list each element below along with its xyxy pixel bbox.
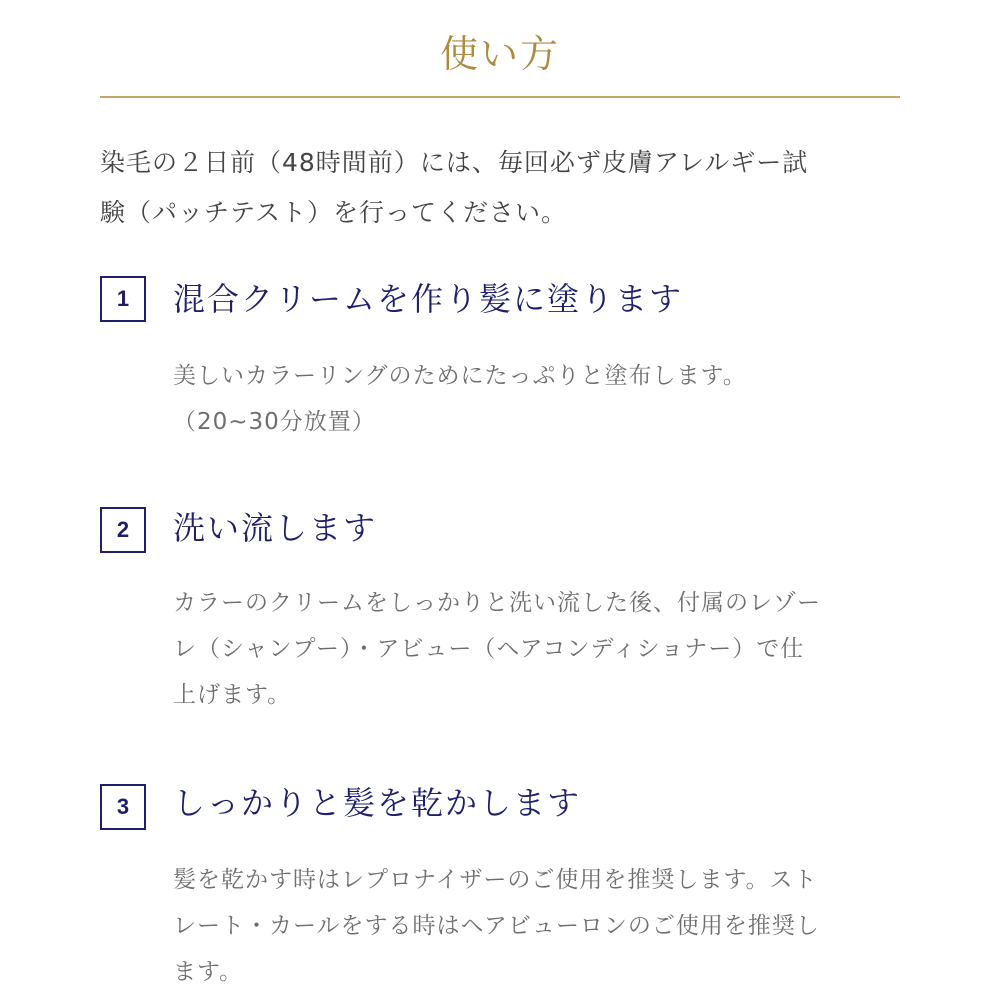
page-title: 使い方 bbox=[439, 32, 560, 76]
step-1-number-badge: 1 bbox=[100, 276, 146, 322]
intro-line: 験（パッチテスト）を行ってください。 bbox=[100, 198, 568, 227]
step-2-number-badge: 2 bbox=[100, 507, 146, 553]
step-description-line: （20~30分放置） bbox=[173, 409, 376, 435]
step-2-description bbox=[173, 580, 900, 718]
step-1-title: 混合クリームを作り髪に塗ります bbox=[173, 280, 684, 318]
step-description-line: レ（シャンプー）・アビュー（ヘアコンディショナー）で仕 bbox=[173, 636, 805, 662]
step-description-line: 美しいカラーリングのためにたっぷりと塗布します。 bbox=[173, 363, 747, 389]
step-3-title: しっかりと髪を乾かします bbox=[173, 784, 582, 822]
step-1-description bbox=[173, 353, 900, 445]
step-2-title: 洗い流します bbox=[173, 509, 378, 547]
step-description-line: カラーのクリームをしっかりと洗い流した後、付属のレゾー bbox=[173, 590, 821, 616]
step-description-line: 髪を乾かす時はレプロナイザーのご使用を推奨します。スト bbox=[173, 867, 818, 893]
step-description-line: ます。 bbox=[173, 959, 244, 985]
title-divider bbox=[100, 96, 900, 98]
intro-line: 染毛の２日前（48時間前）には、毎回必ず皮膚アレルギー試 bbox=[100, 148, 809, 177]
step-description-line: レート・カールをする時はヘアビューロンのご使用を推奨し bbox=[173, 913, 820, 939]
intro-text bbox=[100, 138, 900, 238]
step-3-number-badge: 3 bbox=[100, 784, 146, 830]
step-description-line: 上げます。 bbox=[173, 682, 292, 708]
step-3-description bbox=[173, 857, 900, 995]
